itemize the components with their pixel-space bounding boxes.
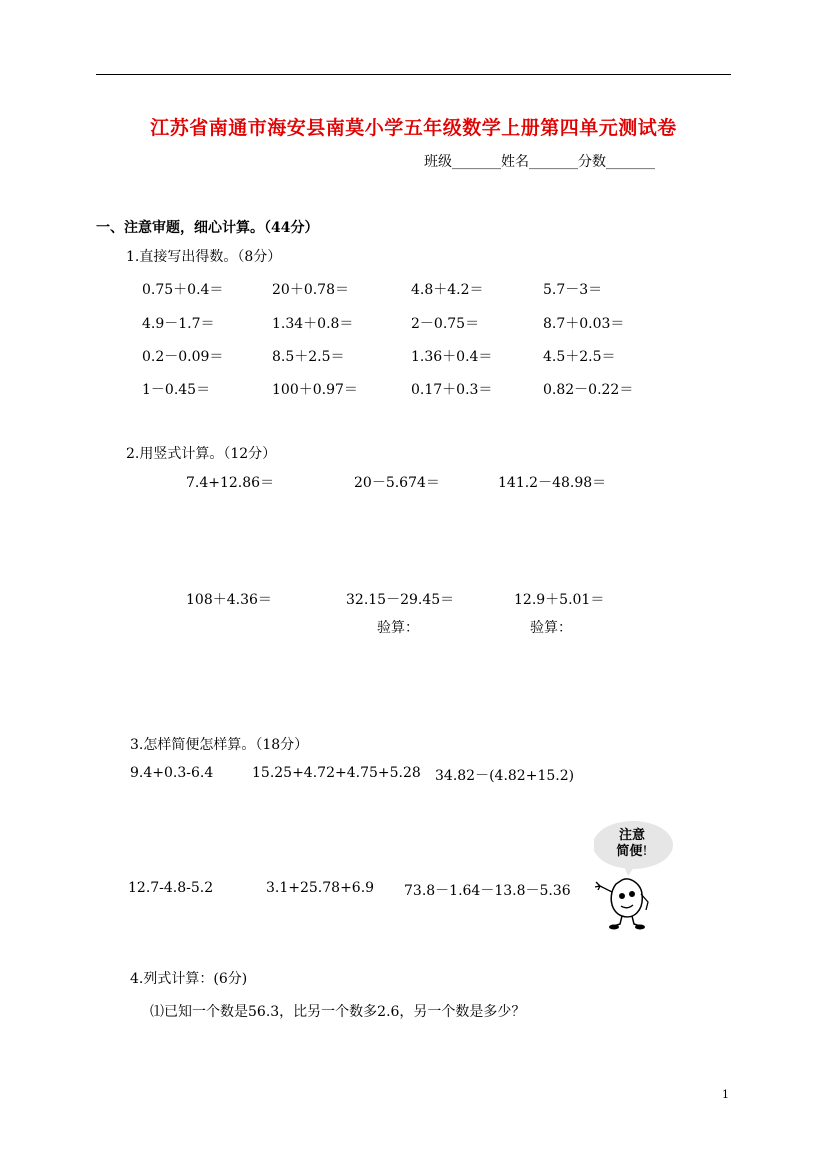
q3-item: 9.4+0.3-6.4 bbox=[130, 765, 214, 781]
q1-item: 0.82－0.22＝ bbox=[543, 382, 634, 398]
q2-item: 32.15－29.45＝ bbox=[346, 592, 455, 608]
page-number: 1 bbox=[722, 1088, 729, 1101]
q3-item: 73.8－1.64－13.8－5.36 bbox=[404, 883, 571, 899]
q2-item: 7.4+12.86＝ bbox=[186, 475, 275, 491]
section-1-title: 一、注意审题，细心计算。（44分） bbox=[96, 220, 319, 236]
q3-item: 3.1+25.78+6.9 bbox=[266, 880, 375, 896]
q1-item: 1.36＋0.4＝ bbox=[411, 349, 493, 365]
bubble-line-1: 注意 bbox=[618, 828, 645, 843]
q2-check-label: 验算： bbox=[377, 620, 419, 636]
q1-item: 20＋0.78＝ bbox=[272, 282, 349, 298]
q1-item: 1.34＋0.8＝ bbox=[272, 316, 354, 332]
cartoon-hint-illustration bbox=[594, 820, 684, 932]
q1-item: 4.5＋2.5＝ bbox=[543, 349, 616, 365]
q2-item: 12.9＋5.01＝ bbox=[514, 592, 605, 608]
q1-item: 4.9－1.7＝ bbox=[142, 316, 215, 332]
page-title: 江苏省南通市海安县南莫小学五年级数学上册第四单元测试卷 bbox=[150, 117, 677, 139]
q3-item: 12.7-4.8-5.2 bbox=[128, 880, 214, 896]
q1-item: 8.5＋2.5＝ bbox=[272, 349, 345, 365]
question-4-title: 4.列式计算：(6分) bbox=[130, 971, 248, 987]
q1-item: 0.17＋0.3＝ bbox=[411, 382, 493, 398]
student-info-line: 班级_______姓名_______分数_______ bbox=[424, 154, 655, 170]
q2-item: 20－5.674＝ bbox=[354, 475, 440, 491]
q3-item: 15.25+4.72+4.75+5.28 bbox=[252, 765, 421, 781]
q1-item: 2－0.75＝ bbox=[411, 316, 480, 332]
question-1-title: 1.直接写出得数。（8分） bbox=[126, 249, 282, 265]
bubble-exclamation: ! bbox=[642, 844, 648, 859]
q1-item: 0.75＋0.4＝ bbox=[142, 282, 224, 298]
q1-item: 4.8＋4.2＝ bbox=[411, 282, 484, 298]
question-2-title: 2.用竖式计算。（12分） bbox=[126, 446, 277, 462]
header-rule bbox=[96, 74, 731, 75]
q3-item: 34.82－(4.82+15.2) bbox=[435, 768, 575, 784]
q1-item: 100＋0.97＝ bbox=[272, 382, 358, 398]
question-3-title: 3.怎样简便怎样算。（18分） bbox=[130, 737, 309, 753]
q1-item: 0.2－0.09＝ bbox=[142, 349, 224, 365]
bubble-line-2: 简便 bbox=[616, 844, 643, 859]
q1-item: 5.7－3＝ bbox=[543, 282, 603, 298]
q2-check-label: 验算： bbox=[530, 620, 572, 636]
q2-item: 141.2－48.98＝ bbox=[498, 475, 607, 491]
q1-item: 1－0.45＝ bbox=[142, 382, 211, 398]
q1-item: 8.7＋0.03＝ bbox=[543, 316, 625, 332]
q4-subquestion-1: ⑴已知一个数是56.3，比另一个数多2.6，另一个数是多少？ bbox=[150, 1004, 526, 1020]
q2-item: 108＋4.36＝ bbox=[186, 592, 272, 608]
